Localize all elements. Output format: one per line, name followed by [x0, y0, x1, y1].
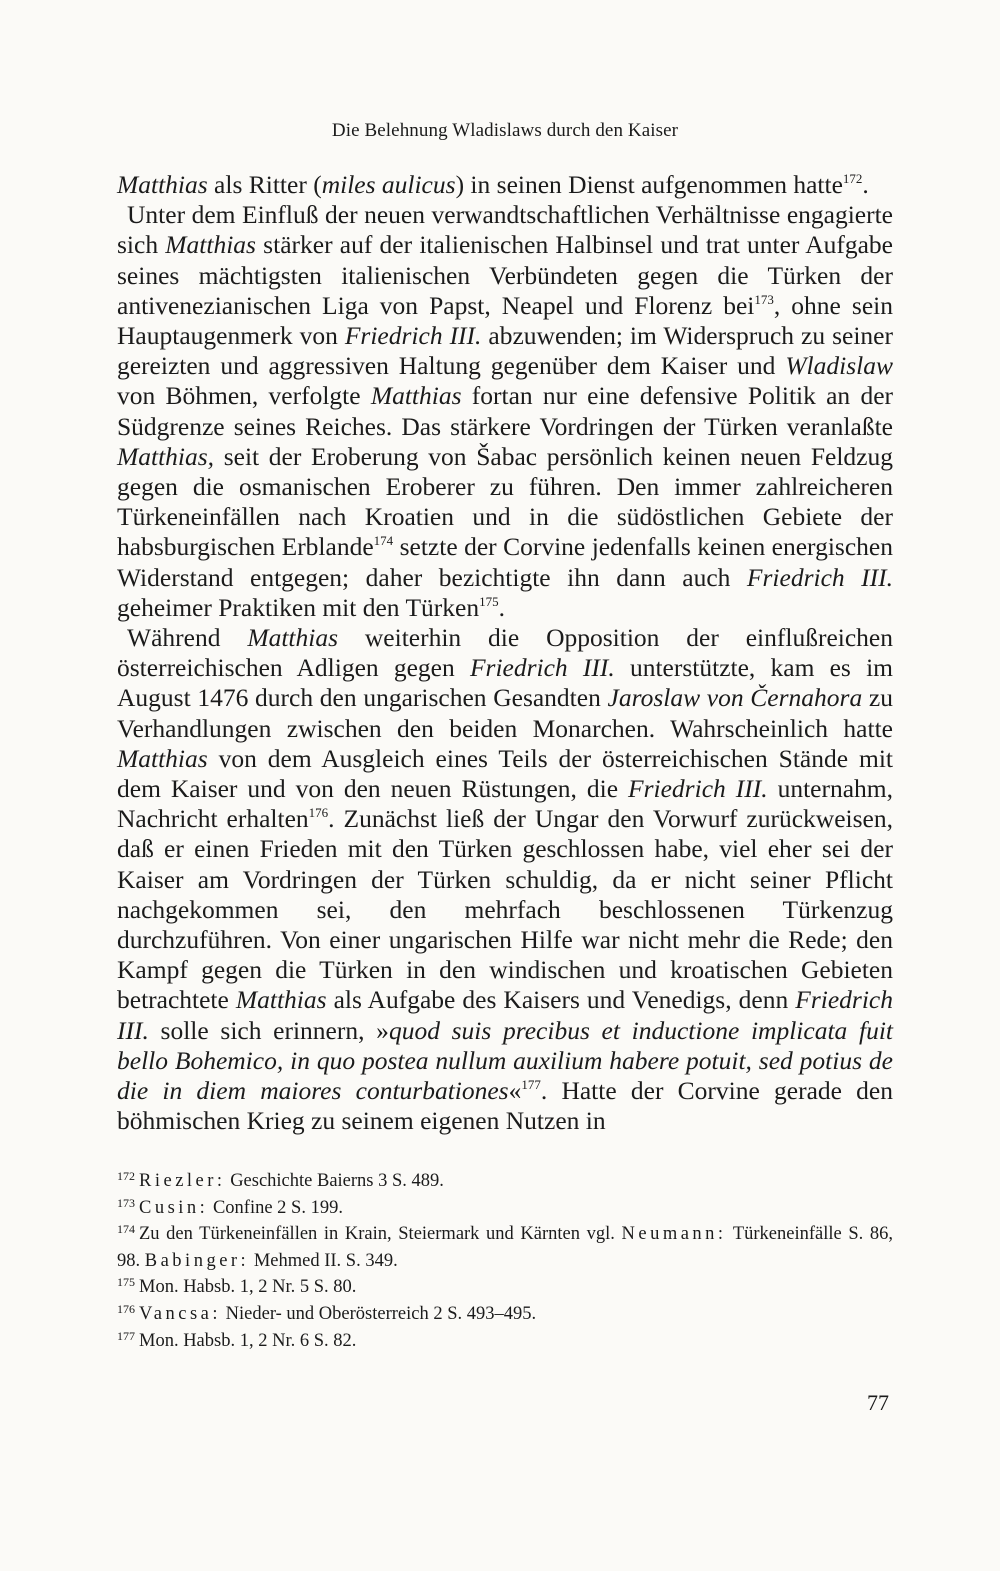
italic-text: Jaroslaw von Černahora: [607, 683, 863, 713]
footnote-number: 173: [117, 1195, 135, 1210]
text-run: abzuwenden; im Widerspruch zu seiner gereizten und aggressiven Haltung gegenüber dem Kaiser und: [117, 321, 893, 381]
footnote-reference: 173: [754, 291, 774, 307]
text-run: . Hatte der Corvine gerade den böhmischen Krieg zu seinem eigenen Nutzen in: [117, 1076, 893, 1136]
text-run: zu Verhandlungen zwischen den beiden Monarchen. Wahrscheinlich hatte: [117, 683, 893, 743]
author-name: Cusin:: [139, 1197, 209, 1218]
footnote: [117, 1328, 893, 1355]
footnote-text: Nieder- und Oberösterreich 2 S. 493–495.: [221, 1303, 537, 1324]
footnote-text: Mon. Habsb. 1, 2 Nr. 5 S. 80.: [139, 1277, 357, 1298]
text-run: . Zunächst ließ der Ungar den Vorwurf zurückweisen, daß er einen Frieden mit den Türken geschlossen habe, viel eher sei der Kaiser am Vordringen der Türken schuldig, da er nicht seiner Pflicht nachgekommen sei, den mehrfach beschlossenen Türkenzug durchzuführen. Von einer ungarischen Hilfe war nicht mehr die Rede; den Kampf gegen die Türken in den windischen und kroatischen Gebieten betrachtete: [117, 804, 893, 1015]
footnote: [117, 1301, 893, 1328]
text-run: von dem Ausgleich eines Teils der österreichischen Stände mit dem Kaiser und von den neuen Rüstungen, die: [117, 743, 893, 804]
text-run: geheimer Praktiken mit den Türken: [117, 592, 480, 622]
text-run: setzte der Corvine jedenfalls keinen energischen Widerstand entgegen; daher bezichtigte ihn dann auch: [117, 532, 893, 592]
italic-text: Matthias,: [117, 441, 215, 471]
italic-text: Friedrich III.: [746, 562, 893, 592]
footnote-reference: 176: [308, 805, 329, 821]
text-run: ) in seinen Dienst aufgenommen hatte: [455, 170, 843, 199]
footnote: [117, 1168, 893, 1195]
footnote-number: 176: [117, 1301, 135, 1316]
paragraph: [117, 200, 893, 623]
text-run: Unter dem Einfluß der neuen verwandtschaftlichen Verhältnisse engagierte sich: [117, 200, 893, 260]
footnote-text: Geschichte Baierns 3 S. 489.: [225, 1171, 444, 1191]
author-name: Vancsa:: [139, 1303, 222, 1324]
text-run: seit der Eroberung von Šabac persönlich keinen neuen Feldzug gegen die osmanischen Eroberer zu führen. Den immer zahlreicheren Türkeneinfällen nach Kroatien und in die südöstlichen Gebiete der habsburgischen Erblande: [117, 441, 893, 562]
text-run: stärker auf der italienischen Halbinsel und trat unter Aufgabe seines mächtigsten italienischen Verbündeten gegen die Türken der antivenezianischen Liga von Papst, Neapel und Florenz bei: [117, 230, 894, 320]
text-run: fortan nur eine defensive Politik an der Südgrenze seines Reiches. Das stärkere Vordringen der Türken veranlaßte: [117, 381, 894, 441]
paragraph: [117, 170, 893, 200]
author-name: Neumann:: [621, 1224, 727, 1245]
italic-text: Matthias: [117, 170, 208, 199]
text-run: .: [498, 592, 505, 622]
footnote-text: Confine 2 S. 199.: [208, 1197, 343, 1218]
italic-text: Matthias: [235, 985, 327, 1015]
page-number: 77: [867, 1390, 889, 1415]
footnote: [117, 1221, 893, 1274]
text-run: als Ritter (: [207, 170, 322, 199]
book-page: [117, 0, 893, 1571]
paragraph: [117, 623, 893, 1136]
text-run: weiterhin die Opposition der einflußreichen österreichischen Adligen gegen: [117, 623, 893, 683]
text-run: Während: [127, 623, 248, 653]
author-name: Babinger:: [144, 1250, 250, 1271]
italic-text: Friedrich III.: [344, 321, 482, 351]
text-run: «: [508, 1076, 522, 1106]
footnote-reference: 172: [842, 171, 863, 186]
italic-text: Friedrich III.: [117, 985, 893, 1045]
italic-text: Friedrich III.: [469, 653, 615, 683]
italic-text: Wladislaw: [785, 351, 893, 381]
footnote-text: Türkeneinfälle S. 86, 98.: [117, 1224, 893, 1271]
text-run: unterstützte, kam es im August 1476 durch den ungarischen Gesandten: [117, 653, 893, 713]
italic-text: Matthias: [165, 230, 256, 260]
text-run: unternahm, Nachricht erhalten: [117, 774, 893, 834]
text-run: als Aufgabe des Kaisers und Venedigs, denn: [326, 985, 796, 1015]
footnote-number: 177: [117, 1328, 135, 1343]
footnote-number: 174: [117, 1222, 135, 1237]
text-run: von Böhmen, verfolgte: [117, 381, 371, 411]
text-run: .: [862, 170, 869, 199]
italic-text: Matthias: [247, 623, 338, 653]
footnotes: [117, 1168, 893, 1354]
footnote: [117, 1274, 893, 1301]
author-name: Riezler:: [139, 1171, 226, 1191]
footnote: [117, 1195, 893, 1222]
italic-text: miles aulicus: [321, 170, 456, 199]
footnote-number: 172: [117, 1169, 135, 1183]
running-head: Die Belehnung Wladislaws durch den Kaiser: [331, 120, 679, 141]
italic-text: Matthias: [370, 381, 462, 411]
italic-text: quod suis precibus et inductione implicata fuit bello Bohemico, in quo postea nullum auxilium habere potuit, sed potius de die in diem maiores conturbationes: [117, 1015, 893, 1106]
italic-text: Friedrich III.: [628, 774, 768, 804]
footnote-reference: 175: [479, 593, 499, 609]
footnote-number: 175: [117, 1275, 135, 1290]
italic-text: Matthias: [117, 743, 208, 773]
footnote-text: Zu den Türkeneinfällen in Krain, Steiermark und Kärnten vgl.: [139, 1224, 622, 1245]
footnote-reference: 174: [373, 533, 394, 549]
footnote-reference: 177: [521, 1077, 541, 1093]
body-text: [117, 170, 893, 1137]
text-run: solle sich erinnern, »: [148, 1015, 389, 1045]
footnote-text: Mon. Habsb. 1, 2 Nr. 6 S. 82.: [139, 1330, 357, 1351]
footnote-text: Mehmed II. S. 349.: [249, 1250, 398, 1271]
text-run: , ohne sein Hauptaugenmerk von: [117, 290, 893, 351]
